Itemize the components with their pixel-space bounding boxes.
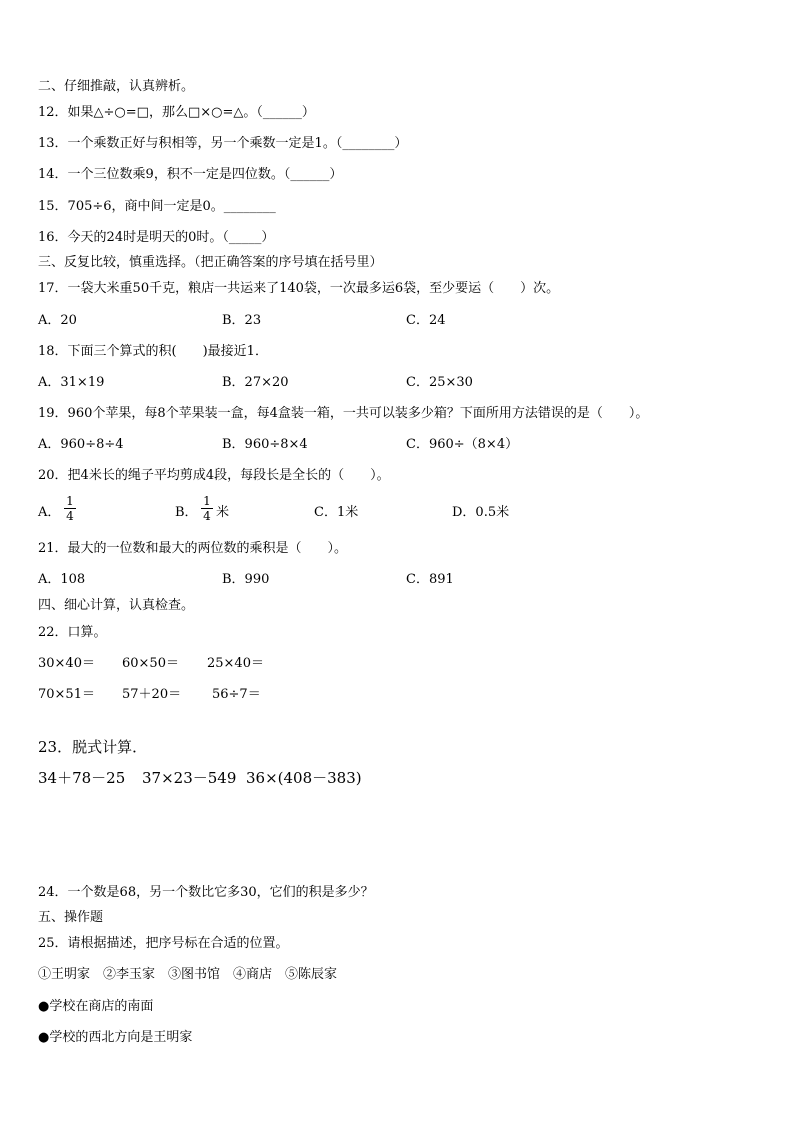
q20-option-b-label: B． xyxy=(175,505,198,520)
q19-option-c: C．960÷（8×4） xyxy=(406,437,519,452)
q17-option-c: C．24 xyxy=(406,313,446,328)
q18-option-c: C．25×30 xyxy=(406,375,473,390)
question-23: 23．脱式计算． xyxy=(38,738,148,756)
question-12: 12．如果△÷○=□，那么□×○=△。（______） xyxy=(38,105,315,120)
clue-1: ●学校在商店的南面 xyxy=(38,999,154,1014)
written-calc-item: 37×23－549 xyxy=(142,769,237,787)
oral-item: 70×51＝ xyxy=(38,687,95,702)
q18-option-b: B．27×20 xyxy=(222,375,289,390)
q20-option-b-fraction xyxy=(201,495,213,522)
q17-option-b: B．23 xyxy=(222,313,262,328)
question-25: 25．请根据描述，把序号标在合适的位置。 xyxy=(38,936,289,951)
question-19: 19．960个苹果，每8个苹果装一盒，每4盒装一箱，一共可以装多少箱？下面所用方法错误的是（ ）。 xyxy=(38,406,649,421)
q18-option-a: A．31×19 xyxy=(38,375,105,390)
oral-item: 25×40＝ xyxy=(207,656,264,671)
q20-b-numerator: 1 xyxy=(203,494,211,508)
question-16: 16．今天的24时是明天的0时。（_____） xyxy=(38,230,275,245)
q20-a-denominator: 4 xyxy=(66,509,74,523)
question-17: 17．一袋大米重50千克，粮店一共运来了140袋，一次最多运6袋，至少要运（ ）次。 xyxy=(38,281,560,296)
q21-option-a: A．108 xyxy=(38,572,86,587)
section-2-heading: 二、仔细推敲，认真辨析。 xyxy=(38,79,195,94)
section-3-heading: 三、反复比较，慎重选择。（把正确答案的序号填在括号里） xyxy=(38,255,383,270)
question-20: 20．把4米长的绳子平均剪成4段，每段长是全长的（ ）。 xyxy=(38,468,390,483)
oral-item: 57＋20＝ xyxy=(122,687,182,702)
q21-option-b: B．990 xyxy=(222,572,270,587)
q20-option-c: C．1米 xyxy=(314,505,359,520)
question-13: 13．一个乘数正好与积相等，另一个乘数一定是1。（________） xyxy=(38,136,408,151)
question-18: 18．下面三个算式的积( )最接近1． xyxy=(38,344,268,359)
question-21: 21．最大的一位数和最大的两位数的乘积是（ ）。 xyxy=(38,541,348,556)
q20-option-a-fraction xyxy=(64,495,76,522)
question-15: 15．705÷6，商中间一定是0。________ xyxy=(38,199,276,214)
q17-option-a: A．20 xyxy=(38,313,77,328)
question-22: 22．口算。 xyxy=(38,625,107,640)
section-5-heading: 五、操作题 xyxy=(38,910,104,925)
oral-item: 56÷7＝ xyxy=(212,687,261,702)
oral-item: 30×40＝ xyxy=(38,656,95,671)
clue-2: ●学校的西北方向是王明家 xyxy=(38,1030,193,1045)
written-calc-item: 34＋78－25 xyxy=(38,769,126,787)
q20-option-d: D．0.5米 xyxy=(452,505,510,520)
q19-option-b: B．960÷8×4 xyxy=(222,437,308,452)
q20-a-numerator: 1 xyxy=(66,494,74,508)
q20-option-a-label: A． xyxy=(38,505,61,520)
q20-b-denominator: 4 xyxy=(203,509,211,523)
section-4-heading: 四、细心计算，认真检查。 xyxy=(38,598,195,613)
places-list: ①王明家 ②李玉家 ③图书馆 ④商店 ⑤陈辰家 xyxy=(38,967,338,982)
q20-option-b-unit: 米 xyxy=(216,505,230,520)
written-calc-item: 36×(408－383) xyxy=(246,769,362,787)
question-14: 14．一个三位数乘9，积不一定是四位数。（______） xyxy=(38,167,343,182)
q21-option-c: C．891 xyxy=(406,572,454,587)
oral-item: 60×50＝ xyxy=(122,656,179,671)
q19-option-a: A．960÷8÷4 xyxy=(38,437,124,452)
question-24: 24．一个数是68，另一个数比它多30，它们的积是多少？ xyxy=(38,885,374,900)
